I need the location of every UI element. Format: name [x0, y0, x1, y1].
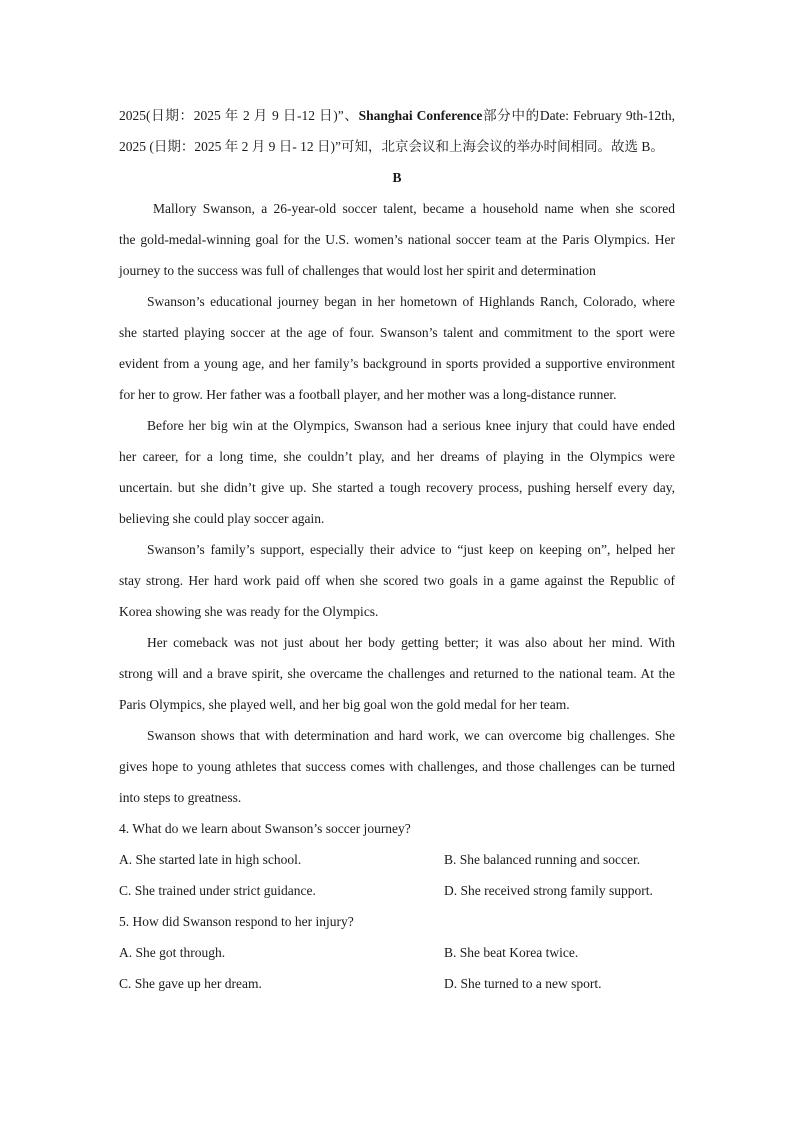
intro-text: 部分中的Date: February 9th-12th, — [482, 108, 676, 123]
passage-paragraph — [119, 627, 675, 720]
text-line: stay strong. Her hard work paid off when she scored two goals in a game against the Republic of — [119, 573, 675, 588]
option-d[interactable]: D. She received strong family support. — [444, 883, 653, 898]
text-line: believing she could play soccer again. — [119, 511, 325, 526]
question-4 — [119, 813, 675, 906]
text-line: for her to grow. Her father was a football player, and her mother was a long-distance runner. — [119, 387, 617, 402]
text-line: Korea showing she was ready for the Olympics. — [119, 604, 379, 619]
text-line: Before her big win at the Olympics, Swanson had a serious knee injury that could have ended — [147, 418, 675, 433]
text-line: Swanson shows that with determination and hard work, we can overcome big challenges. She — [147, 728, 675, 743]
text-line: strong will and a brave spirit, she overcame the challenges and returned to the national team. At the — [119, 666, 675, 681]
option-row — [119, 937, 675, 968]
text-line: into steps to greatness. — [119, 790, 242, 805]
question-5 — [119, 906, 675, 999]
question-stem: 5. How did Swanson respond to her injury? — [119, 914, 354, 929]
document-page — [119, 100, 675, 999]
option-row — [119, 968, 675, 999]
text-line: gives hope to young athletes that success comes with challenges, and those challenges can be turned — [119, 759, 675, 774]
text-line: Her comeback was not just about her body getting better; it was also about her mind. With — [147, 635, 675, 650]
intro-bold-term: Shanghai Conference — [358, 108, 483, 123]
option-c[interactable]: C. She trained under strict guidance. — [119, 883, 316, 898]
text-line: journey to the success was full of challenges that would lost her spirit and determination — [119, 263, 596, 278]
text-line: her career, for a long time, she couldn’t play, and her dreams of playing in the Olympics were — [119, 449, 675, 464]
passage-paragraph — [119, 534, 675, 627]
option-b[interactable]: B. She beat Korea twice. — [444, 945, 579, 960]
option-a[interactable]: A. She started late in high school. — [119, 852, 302, 867]
option-b[interactable]: B. She balanced running and soccer. — [444, 852, 641, 867]
option-d[interactable]: D. She turned to a new sport. — [444, 976, 602, 991]
text-line: uncertain. but she didn’t give up. She started a tough recovery process, pushing herself every day, — [119, 480, 675, 495]
option-row — [119, 844, 675, 875]
question-stem: 4. What do we learn about Swanson’s soccer journey? — [119, 821, 411, 836]
option-row — [119, 875, 675, 906]
option-a[interactable]: A. She got through. — [119, 945, 226, 960]
passage-paragraph — [119, 286, 675, 410]
text-line: the gold-medal-winning goal for the U.S. women’s national soccer team at the Paris Olympics. Her — [119, 232, 675, 247]
text-line: Mallory Swanson, a 26-year-old soccer talent, became a household name when she scored — [153, 201, 675, 216]
intro-text: 2025(日期：2025 年 2 月 9 日-12 日)”、 — [119, 108, 359, 123]
passage-paragraph — [119, 410, 675, 534]
intro-line-1 — [119, 100, 675, 131]
text-line: she started playing soccer at the age of four. Swanson’s talent and commitment to the sport were — [119, 325, 675, 340]
intro-line-2: 2025 (日期：2025 年 2 月 9 日- 12 日)”可知，北京会议和上海会议的举办时间相同。故选 B。 — [119, 139, 664, 154]
text-line: evident from a young age, and her family’s background in sports provided a supportive environment — [119, 356, 675, 371]
text-line: Swanson’s family’s support, especially their advice to “just keep on keeping on”, helped her — [147, 542, 675, 557]
passage-paragraph — [119, 720, 675, 813]
section-label: B — [392, 170, 402, 185]
passage-paragraph — [119, 193, 675, 286]
text-line: Paris Olympics, she played well, and her big goal won the gold medal for her team. — [119, 697, 570, 712]
option-c[interactable]: C. She gave up her dream. — [119, 976, 262, 991]
text-line: Swanson’s educational journey began in her hometown of Highlands Ranch, Colorado, where — [147, 294, 675, 309]
